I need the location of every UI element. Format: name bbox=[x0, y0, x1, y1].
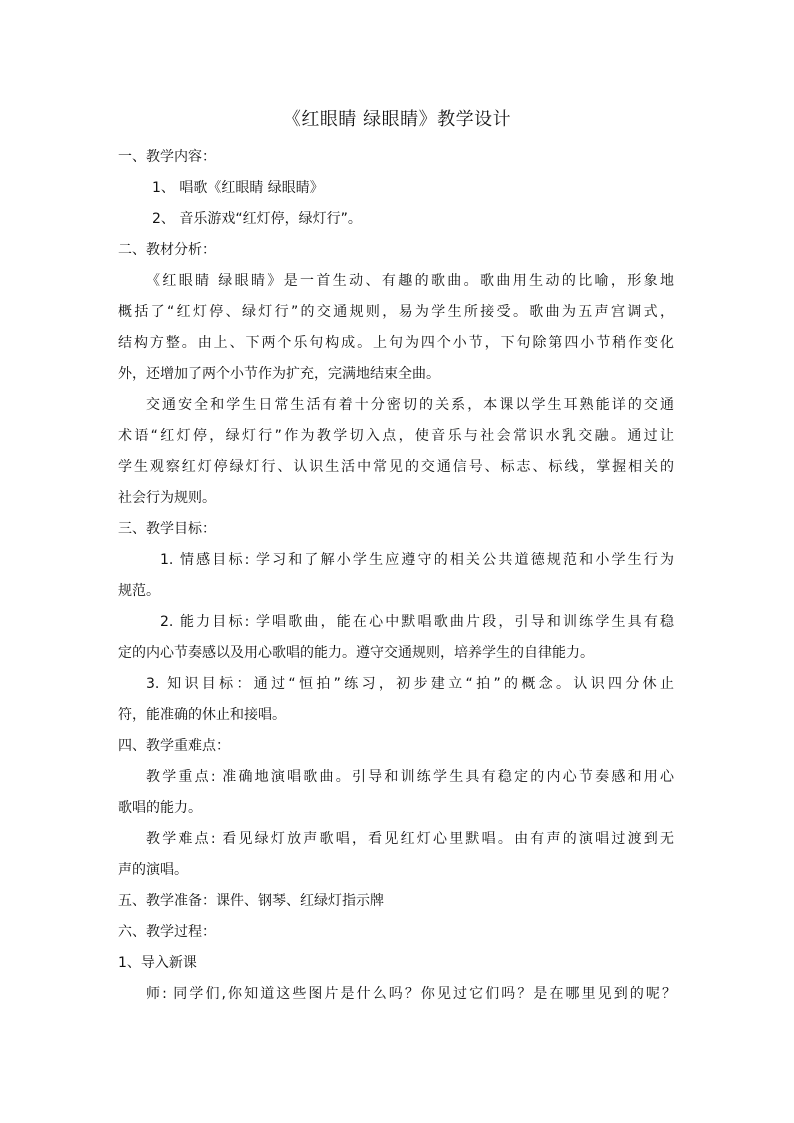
content-item-1: 1、 唱歌《红眼睛 绿眼睛》 bbox=[152, 180, 324, 196]
goal-emotion-line-2: 规范。 bbox=[118, 583, 160, 599]
section-heading-content: 一、教学内容： bbox=[118, 149, 216, 165]
section-heading-process: 六、教学过程： bbox=[118, 924, 216, 940]
goal-ability-line-1: 2. 能力目标: 学唱歌曲，能在心中默唱歌曲片段，引导和训练学生具有稳 bbox=[160, 614, 674, 630]
section-heading-preparation: 五、教学准备：课件、钢琴、红绿灯指示牌 bbox=[118, 893, 384, 909]
goal-emotion-line-1: 1. 情感目标: 学习和了解小学生应遵守的相关公共道德规范和小学生行为 bbox=[160, 552, 674, 568]
analysis-paragraph-1-line-4: 外，还增加了两个小节作为扩充，完满地结束全曲。 bbox=[118, 366, 440, 382]
analysis-paragraph-1-line-1: 《红眼睛 绿眼睛》是一首生动、有趣的歌曲。歌曲用生动的比喻，形象地 bbox=[146, 273, 674, 289]
goal-ability-line-2: 定的内心节奏感以及用心歌唱的能力。遵守交通规则，培养学生的自律能力。 bbox=[118, 645, 594, 661]
analysis-paragraph-1-line-3: 结构方整。由上、下两个乐句构成。上句为四个小节，下句除第四小节稍作变化 bbox=[118, 335, 674, 351]
goal-knowledge-line-1: 3. 知识目标：通过“恒拍”练习，初步建立“拍”的概念。认识四分休止 bbox=[146, 676, 674, 692]
key-point-line-1: 教学重点: 准确地演唱歌曲。引导和训练学生具有稳定的内心节奏感和用心 bbox=[146, 769, 674, 785]
content-item-2: 2、 音乐游戏“红灯停，绿灯行”。 bbox=[152, 211, 362, 227]
section-heading-goals: 三、教学目标： bbox=[118, 521, 216, 537]
analysis-paragraph-2-line-1: 交通安全和学生日常生活有着十分密切的关系，本课以学生耳熟能详的交通 bbox=[146, 397, 674, 413]
difficult-point-line-1: 教学难点: 看见绿灯放声歌唱，看见红灯心里默唱。由有声的演唱过渡到无 bbox=[146, 831, 674, 847]
process-step-1-heading: 1、导入新课 bbox=[118, 955, 197, 971]
analysis-paragraph-2-line-3: 学生观察红灯停绿灯行、认识生活中常见的交通信号、标志、标线，掌握相关的 bbox=[118, 459, 674, 475]
key-point-line-2: 歌唱的能力。 bbox=[118, 800, 202, 816]
goal-knowledge-line-2: 符，能准确的休止和接唱。 bbox=[118, 707, 286, 723]
analysis-paragraph-2-line-4: 社会行为规则。 bbox=[118, 490, 216, 506]
section-heading-analysis: 二、教材分析： bbox=[118, 242, 216, 258]
difficult-point-line-2: 声的演唱。 bbox=[118, 862, 188, 878]
analysis-paragraph-1-line-2: 概括了“红灯停、绿灯行”的交通规则，易为学生所接受。歌曲为五声宫调式， bbox=[118, 304, 674, 320]
document-title: 《红眼睛 绿眼睛》教学设计 bbox=[282, 109, 512, 130]
analysis-paragraph-2-line-2: 术语“红灯停，绿灯行”作为教学切入点，使音乐与社会常识水乳交融。通过让 bbox=[118, 428, 674, 444]
section-heading-key-points: 四、教学重难点： bbox=[118, 738, 230, 754]
teacher-question-line: 师: 同学们,你知道这些图片是什么吗？你见过它们吗？是在哪里见到的呢？ bbox=[146, 986, 676, 1002]
